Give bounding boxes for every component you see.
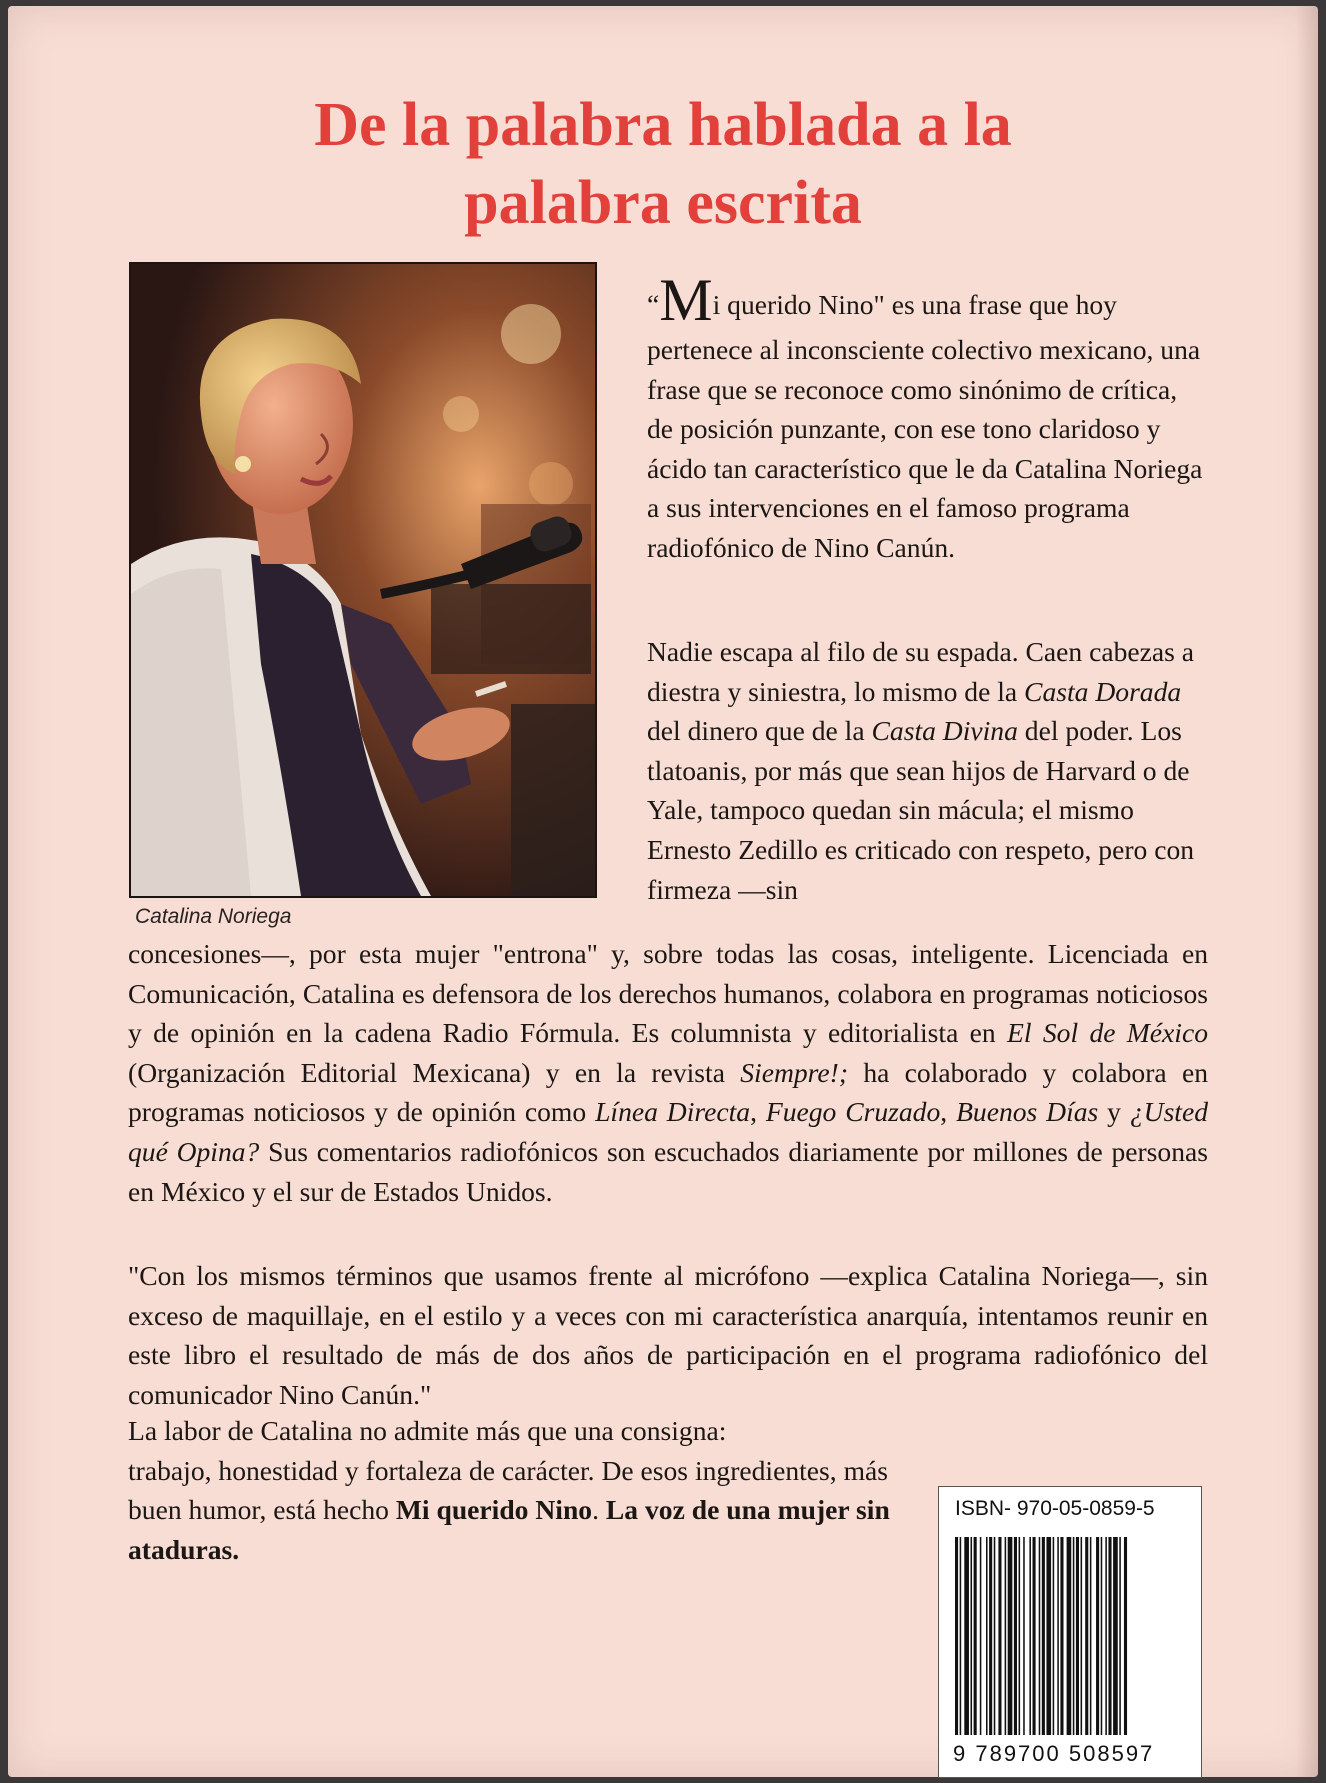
- bio-text-3: ha colaborado y colabora en programas noticiosos y de opinión como: [128, 1056, 1208, 1128]
- critique-text-3: del poder. Los tlatoanis, por más que sean hijos de Harvard o de Yale, tampoco quedan sin mácula; el mismo Ernesto Zedillo es criticado con respeto, pero con firmeza —sin: [647, 715, 1195, 905]
- isbn-label: ISBN- 970-05-0859-5: [955, 1497, 1155, 1520]
- closing-line-1: La labor de Catalina no admite más que una consigna:: [128, 1415, 727, 1446]
- bio-separator-1: ,: [750, 1096, 766, 1128]
- book-back-cover: [8, 6, 1318, 1777]
- program-linea-directa: Línea Directa: [595, 1096, 751, 1128]
- author-photo-illustration: [131, 264, 595, 896]
- barcode-number: 9 789700 508597: [953, 1741, 1155, 1766]
- intro-paragraph: [647, 267, 1207, 568]
- intro-text: i querido Nino" es una frase que hoy pertenece al inconsciente colectivo mexicano, una frase que se reconoce como sinónimo de crítica, de posición punzante, con ese tono claridoso y ácido tan característico que le da Catalina Noriega a sus intervenciones en el famoso programa radiofónico de Nino Canún.: [647, 289, 1203, 563]
- bio-text-1: concesiones—, por esta mujer "entrona" y, sobre todas las cosas, inteligente. Licenciada en Comunicación, Catalina es defensora de los derechos humanos, colabora en programas noticiosos y de opinión en la cadena Radio Fórmula. Es columnista y editorialista en: [128, 938, 1208, 1049]
- critique-text-1: Nadie escapa al filo de su espada. Caen cabezas a diestra y siniestra, lo mismo de la: [647, 636, 1194, 707]
- title-line-1: De la palabra hablada a la: [314, 91, 1012, 159]
- cover-edge-shadow: [1296, 6, 1318, 1777]
- book-title-bold: Mi querido Nino: [395, 1494, 593, 1526]
- critique-text-2: del dinero que de la: [647, 715, 872, 747]
- opening-quote: “: [647, 289, 660, 320]
- cover-title: [8, 86, 1318, 242]
- book-subtitle-bold: La voz de una mujer sin ataduras.: [128, 1494, 890, 1565]
- closing-paragraph: [128, 1411, 928, 1569]
- closing-text-1: trabajo, honestidad y fortaleza de carácter. De esos ingredientes, más buen humor, está hecho: [128, 1454, 889, 1526]
- newspaper-title: El Sol de México: [1007, 1017, 1209, 1049]
- bio-text-2: (Organización Editorial Mexicana) y en la revista: [128, 1056, 741, 1088]
- casta-dorada-term: Casta Dorada: [1024, 675, 1182, 707]
- program-usted-que-opina: ¿Usted qué Opina?: [128, 1096, 1209, 1167]
- program-fuego-cruzado: Fuego Cruzado: [765, 1096, 941, 1128]
- bio-separator-2: ,: [940, 1096, 957, 1128]
- isbn-barcode-box: [938, 1486, 1202, 1778]
- bio-text-4: Sus comentarios radiofónicos son escuchados diariamente por millones de personas en México y el sur de Estados Unidos.: [128, 1135, 1208, 1207]
- program-buenos-dias: Buenos Días: [956, 1096, 1099, 1128]
- critique-paragraph: [647, 632, 1207, 909]
- dropcap-letter: M: [659, 267, 713, 333]
- author-photo: [129, 262, 597, 898]
- bio-separator-3: y: [1098, 1096, 1130, 1128]
- quote-paragraph: "Con los mismos términos que usamos frente al micrófono —explica Catalina Noriega—, sin exceso de maquillaje, en el estilo y a veces con mi característica anarquía, intentamos reunir en este libro el resultado de más de dos años de participación en el programa radiofónico del comunicador Nino Canún.": [128, 1260, 1208, 1410]
- photo-caption: Catalina Noriega: [135, 905, 292, 928]
- casta-divina-term: Casta Divina: [871, 715, 1018, 747]
- closing-separator: .: [592, 1494, 606, 1526]
- barcode-bars: [953, 1537, 1187, 1737]
- title-line-2: palabra escrita: [464, 169, 862, 237]
- biography-paragraph: [128, 934, 1208, 1211]
- magazine-title: Siempre!;: [740, 1056, 849, 1088]
